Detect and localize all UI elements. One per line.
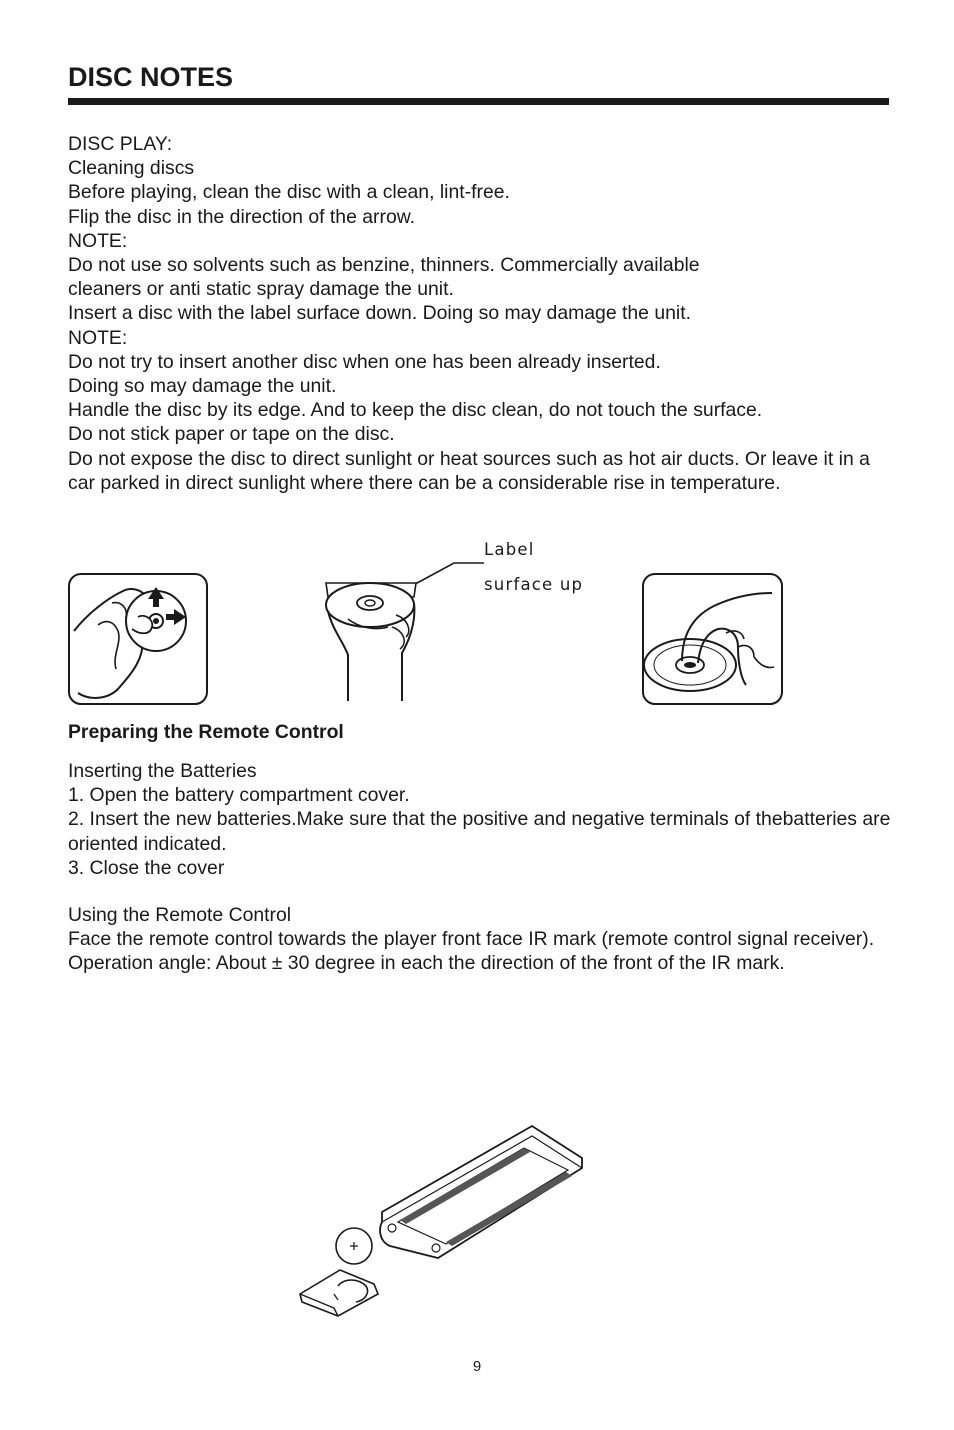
figure-label-line1: Label — [484, 540, 535, 559]
remote-section-heading: Preparing the Remote Control — [68, 721, 344, 743]
disc-cleaning-illustration — [68, 573, 208, 705]
text-line: Using the Remote Control — [68, 904, 292, 926]
text-line: Inserting the Batteries — [68, 760, 257, 782]
text-line: NOTE: — [68, 326, 128, 349]
text-line: Face the remote control towards the player front face IR mark (remote control signal receiver). — [68, 928, 875, 951]
text-line: cleaners or anti static spray damage the unit. — [68, 278, 454, 301]
text-line: Cleaning discs — [68, 157, 195, 180]
remote-battery-illustration — [296, 1118, 588, 1318]
text-line: Handle the disc by its edge. And to keep the disc clean, do not touch the surface. — [68, 399, 763, 422]
page-number: 9 — [472, 1358, 482, 1375]
text-line: 2. Insert the new batteries.Make sure that the positive and negative terminals of thebatteries are oriented indicated. — [68, 808, 891, 855]
page-title: DISC NOTES — [68, 62, 234, 92]
text-line: Do not use so solvents such as benzine, thinners. Commercially available — [68, 254, 700, 277]
text-line: Do not stick paper or tape on the disc. — [68, 423, 395, 446]
title-rule — [68, 98, 889, 105]
text-line: NOTE: — [68, 229, 128, 252]
text-line: Flip the disc in the direction of the arrow. — [68, 205, 416, 228]
disc-center-illustration — [642, 573, 784, 705]
disc-play-section — [68, 132, 898, 495]
text-line: 1. Open the battery compartment cover. — [68, 784, 410, 807]
text-line: Doing so may damage the unit. — [68, 375, 337, 398]
disc-holding-illustration — [318, 555, 488, 705]
text-line: 3. Close the cover — [68, 856, 225, 879]
text-line: Insert a disc with the label surface down. Doing so may damage the unit. — [68, 302, 691, 325]
text-line: Before playing, clean the disc with a clean, lint-free. — [68, 181, 510, 204]
inserting-batteries-section — [68, 759, 898, 880]
figure-label-line2: surface up — [484, 575, 584, 594]
text-line: Operation angle: About ± 30 degree in each the direction of the front of the IR mark. — [68, 952, 785, 975]
using-remote-section — [68, 903, 898, 976]
text-line: DISC PLAY: — [68, 133, 173, 155]
text-line: Do not expose the disc to direct sunlight or heat sources such as hot air ducts. Or leave it in a car parked in direct sunlight where there can be a considerable rise in temperature. — [68, 447, 870, 494]
text-line: Do not try to insert another disc when one has been already inserted. — [68, 350, 661, 373]
